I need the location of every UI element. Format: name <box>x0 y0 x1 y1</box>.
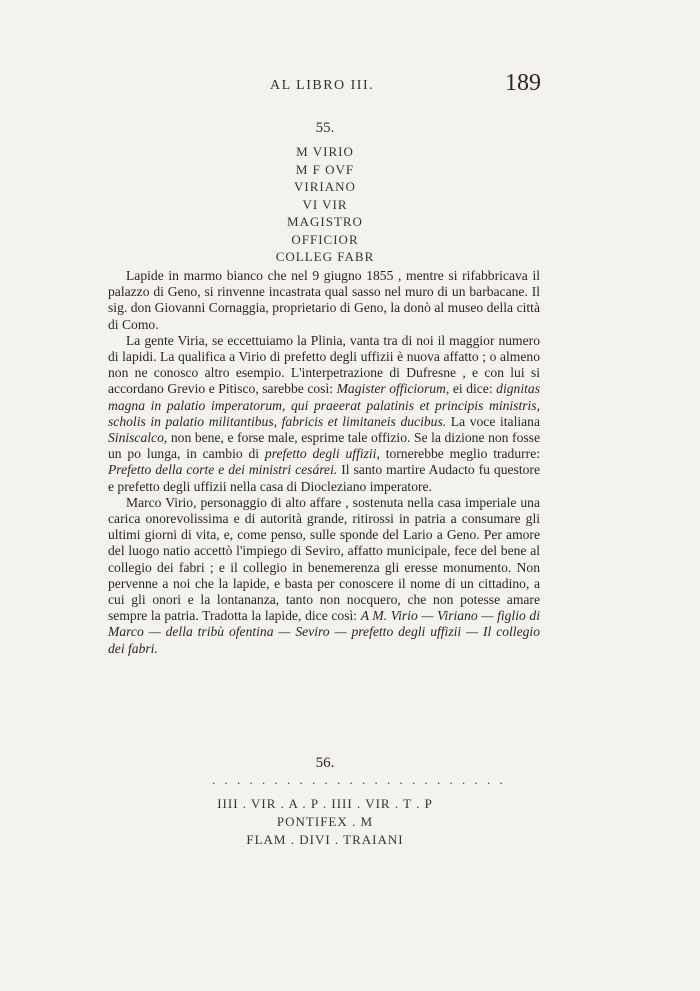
inscription-line: M F OVF <box>295 161 355 177</box>
inscription-line: M VIRIO <box>296 144 354 159</box>
inscription-line: COLLEG FABR <box>275 249 375 264</box>
paragraph: La gente Viria, se eccettuiamo la Plinia, vanta tra di noi il maggior numero di lapidi. La qualifica a Virio di prefetto degli uffizii è nuova affatto ; o almeno non ne conosco altro esempio. L'interpetrazione di Dufresne , e con lui si accordano Grevio e Pitisco, sarebbe così: Magister officiorum, ei dice: dignitas magna in palatio imperatorum, qui praeerat palatinis et principis ministris, scholis in palatio militantibus, fabricis et limitaneis ducibus. La voce italiana Siniscalco, non bene, e forse male, esprime tale offizio. Se la dizione non fosse un po lunga, in cambio di prefetto degli uffizii, tornerebbe meglio tradurre: Prefetto della corte e dei ministri cesárei. Il santo martire Audacto fu questore e prefetto degli uffizii nella casa di Diocleziano imperatore. <box>108 332 541 494</box>
inscription-line: VIRIANO <box>294 179 356 194</box>
inscription-56 <box>110 795 540 849</box>
inscription-line: VI VIR <box>302 196 348 212</box>
commentary <box>108 268 540 657</box>
paragraph: Lapide in marmo bianco che nel 9 giugno 1855 , mentre si rifabbricava il palazzo di Geno, si rinvenne incastrata qual sasso nel muro di un barbacane. Il sig. don Giovanni Cornaggia, proprietario di Geno, la donò al museo della città di Como. <box>108 268 540 332</box>
inscription-55 <box>110 120 540 266</box>
inscription-line: MAGISTRO <box>287 214 363 229</box>
running-head: AL LIBRO III. <box>270 78 375 93</box>
inscription-number: 56. <box>315 755 335 771</box>
lacuna-dots: . . . . . . . . . . . . . . . . . . . . . . . . <box>212 772 506 787</box>
inscription-line: PONTIFEX . M <box>276 814 374 829</box>
page-number: 189 <box>505 70 541 96</box>
inscription-line: OFFICIOR <box>291 231 359 247</box>
inscription-line: FLAM . DIVI . TRAIANI <box>246 832 404 847</box>
inscription-line: IIII . VIR . A . P . IIII . VIR . T . P <box>217 796 433 811</box>
inscription-number: 55. <box>315 120 335 136</box>
paragraph: Marco Virio, personaggio di alto affare , sostenuta nella casa imperiale una carica onorevolissima e di autorità grande, ritirossi in patria a consumare gli ultimi giorni di vita, e, come penso, sulle sponde del Lario a Geno. Per amore del luogo natio accettò l'impiego di Seviro, affatto municipale, fece del bene al collegio dei fabri ; e il collegio in benemerenza gli eresse monumento. Non pervenne a noi che la lapide, e basta per conoscere il nome di un cittadino, a cui gli onori e la lontananza, tanto non nocquero, che non potesse amare sempre la patria. Tradotta la lapide, dice così: A M. Virio — Viriano — figlio di Marco — della tribù ofentina — Seviro — prefetto degli uffizii — Il collegio dei fabri. <box>108 494 541 656</box>
